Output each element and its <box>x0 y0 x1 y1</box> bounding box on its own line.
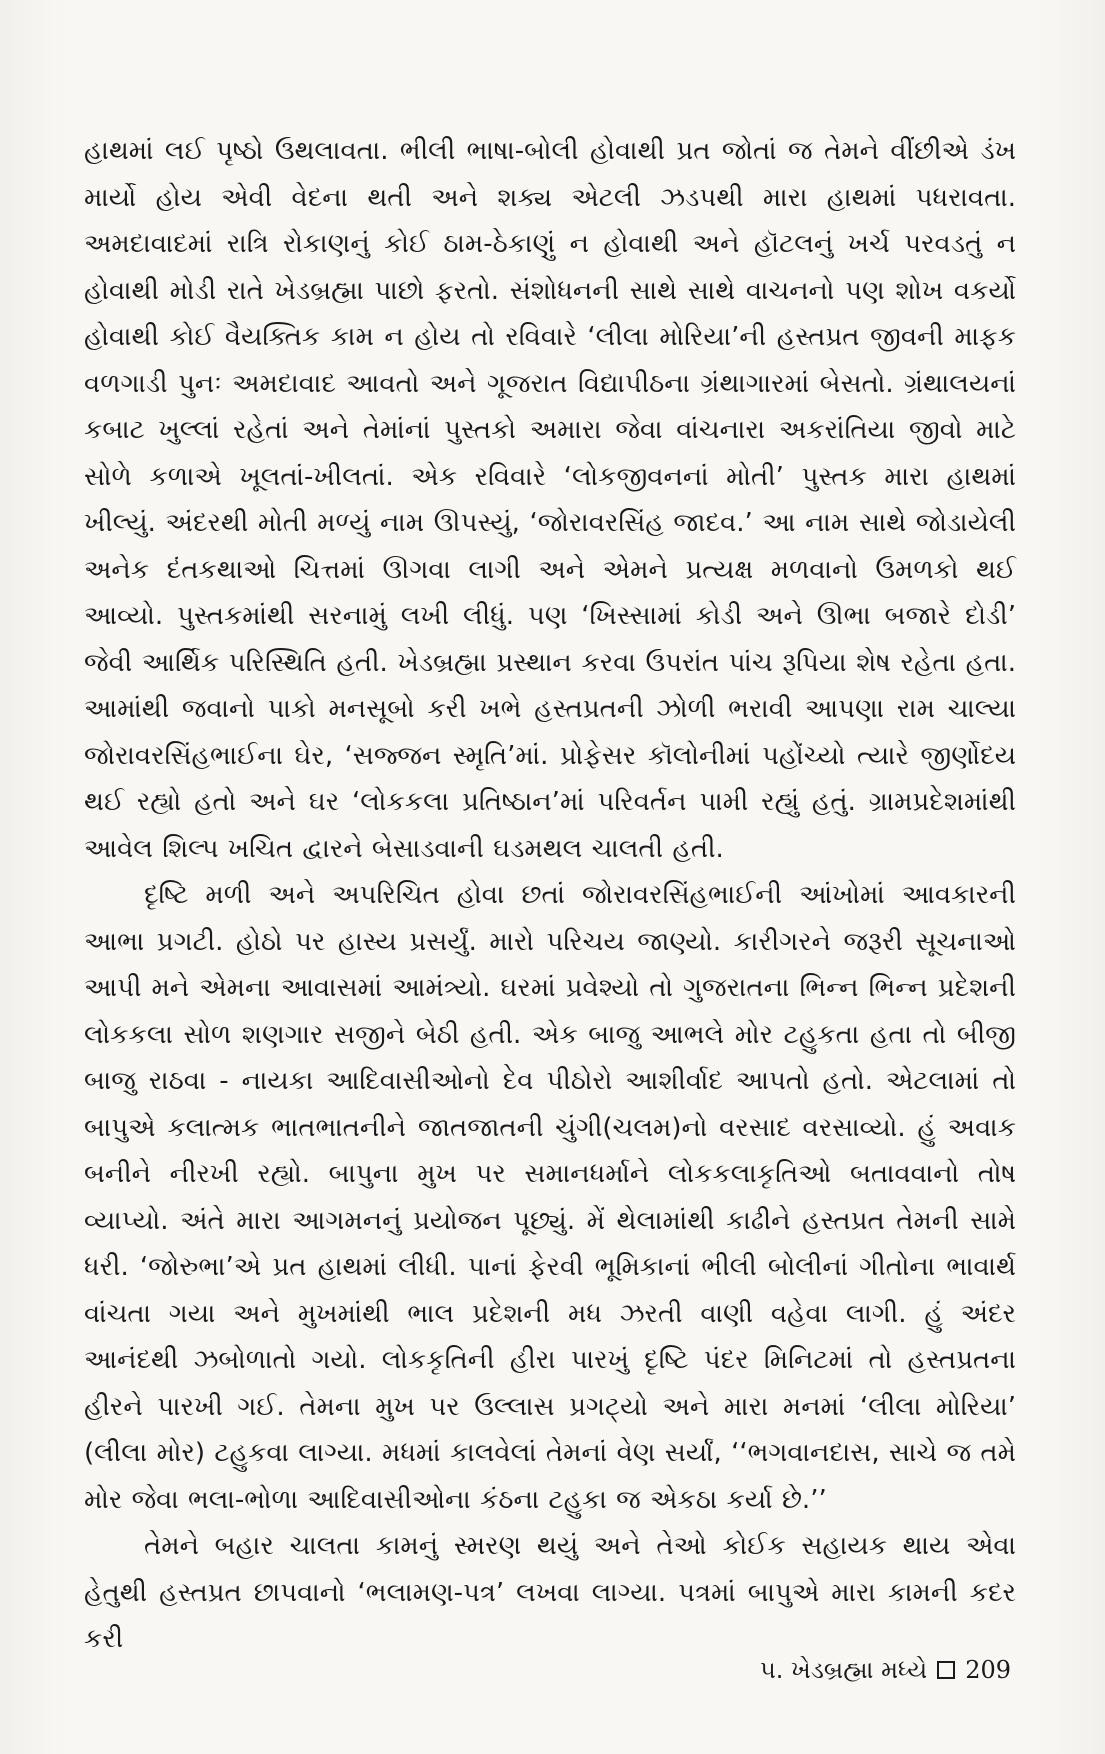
paragraph-3: તેમને બહાર ચાલતા કામનું સ્મરણ થયું અને તેઓ કોઈક સહાયક થાય એવા હેતુથી હસ્તપ્રત છાપવાનો ‘ભલામણ-પત્ર’ લખવા લાગ્યા. પત્રમાં બાપુએ મારા કામની કદર કરી <box>84 1531 1016 1654</box>
body-text <box>84 128 1016 1663</box>
paragraph-2: દૃષ્ટિ મળી અને અપરિચિત હોવા છતાં જોરાવરસિંહભાઈની આંખોમાં આવકારની આભા પ્રગટી. હોઠો પર હાસ્ય પ્રસર્યું. મારો પરિચય જાણ્યો. કારીગરને જરૂરી સૂચનાઓ આપી મને એમના આવાસમાં આમંત્ર્યો. ઘરમાં પ્રવેશ્યો તો ગુજરાતના ભિન્ન ભિન્ન પ્રદેશની લોકકલા સોળ શણગાર સજીને બેઠી હતી. એક બાજુ આભલે મોર ટહુકતા હતા તો બીજી બાજુ રાઠવા - નાયકા આદિવાસીઓનો દેવ પીઠોરો આશીર્વાદ આપતો હતો. એટલામાં તો બાપુએ કલાત્મક ભાતભાતનીને જાતજાતની ચુંગી(ચલમ)નો વરસાદ વરસાવ્યો. હું અવાક બનીને નીરખી રહ્યો. બાપુના મુખ પર સમાનધર્માને લોકકલાકૃતિઓ બતાવવાનો તોષ વ્યાપ્યો. અંતે મારા આગમનનું પ્રયોજન પૂછ્યું. મેં થેલામાંથી કાઢીને હસ્તપ્રત તેમની સામે ધરી. ‘જોરુભા’એ પ્રત હાથમાં લીધી. પાનાં ફેરવી ભૂમિકાનાં ભીલી બોલીનાં ગીતોના ભાવાર્થ વાંચતા ગયા અને મુખમાંથી ભાલ પ્રદેશની મધ ઝરતી વાણી વહેવા લાગી. હું અંદર આનંદથી ઝબોળાતો ગયો. લોકકૃતિની હીરા પારખું દૃષ્ટિ પંદર મિનિટમાં તો હસ્તપ્રતના હીરને પારખી ગઈ. તેમના મુખ પર ઉલ્લાસ પ્રગટ્યો અને મારા મનમાં ‘લીલા મોરિયા’ (લીલા મોર) ટહુકવા લાગ્યા. મધમાં કાલવેલાં તેમનાં વેણ સર્યાં, ‘‘ભગવાનદાસ, સાચે જ તમે મોર જેવા ભલા-ભોળા આદિવાસીઓના કંઠના ટહુકા જ એકઠા કર્યા છે.’’ <box>84 880 1016 1515</box>
page-footer <box>760 1654 1011 1686</box>
paragraph-1: હાથમાં લઈ પૃષ્ઠો ઉથલાવતા. ભીલી ભાષા-બોલી હોવાથી પ્રત જોતાં જ તેમને વીંછીએ ડંખ માર્યો હોય એવી વેદના થતી અને શક્ય એટલી ઝડપથી મારા હાથમાં પધરાવતા. અમદાવાદમાં રાત્રિ રોકાણનું કોઈ ઠામ-ઠેકાણું ન હોવાથી અને હૉટલનું ખર્ચ પરવડતું ન હોવાથી મોડી રાતે ખેડબ્રહ્મા પાછો ફરતો. સંશોધનની સાથે સાથે વાચનનો પણ શોખ વકર્યો હોવાથી કોઈ વૈયક્તિક કામ ન હોય તો રવિવારે ‘લીલા મોરિયા’ની હસ્તપ્રત જીવની માફક વળગાડી પુનઃ અમદાવાદ આવતો અને ગૂજરાત વિદ્યાપીઠના ગ્રંથાગારમાં બેસતો. ગ્રંથાલયનાં કબાટ ખુલ્લાં રહેતાં અને તેમાંનાં પુસ્તકો અમારા જેવા વાંચનારા અકરાંતિયા જીવો માટે સોળે કળાએ ખૂલતાં-ખીલતાં. એક રવિવારે ‘લોકજીવનનાં મોતી’ પુસ્તક મારા હાથમાં ખીલ્યું. અંદરથી મોતી મળ્યું નામ ઊપસ્યું, ‘જોરાવરસિંહ જાદવ.’ આ નામ સાથે જોડાયેલી અનેક દંતકથાઓ ચિત્તમાં ઊગવા લાગી અને એમને પ્રત્યક્ષ મળવાનો ઉમળકો થઈ આવ્યો. પુસ્તકમાંથી સરનામું લખી લીધું. પણ ‘ખિસ્સામાં કોડી અને ઊભા બજારે દોડી’ જેવી આર્થિક પરિસ્થિતિ હતી. ખેડબ્રહ્મા પ્રસ્થાન કરવા ઉપરાંત પાંચ રૂપિયા શેષ રહેતા હતા. આમાંથી જવાનો પાકો મનસૂબો કરી ખભે હસ્તપ્રતની ઝોળી ભરાવી આપણા રામ ચાલ્યા જોરાવરસિંહભાઈના ઘેર, ‘સજ્જન સ્મૃતિ’માં. પ્રોફેસર કૉલોનીમાં પહોંચ્યો ત્યારે જીર્ણોદય થઈ રહ્યો હતો અને ઘર ‘લોકકલા પ્રતિષ્ઠાન’માં પરિવર્તન પામી રહ્યું હતું. ગ્રામપ્રદેશમાંથી આવેલ શિલ્પ ખચિત દ્વારને બેસાડવાની ઘડમથલ ચાલતી હતી. <box>84 136 1016 864</box>
running-head: ૫. ખેડબ્રહ્મા મધ્યે <box>760 1656 928 1684</box>
page-number: 209 <box>965 1656 1011 1684</box>
square-box-icon <box>937 1661 955 1679</box>
